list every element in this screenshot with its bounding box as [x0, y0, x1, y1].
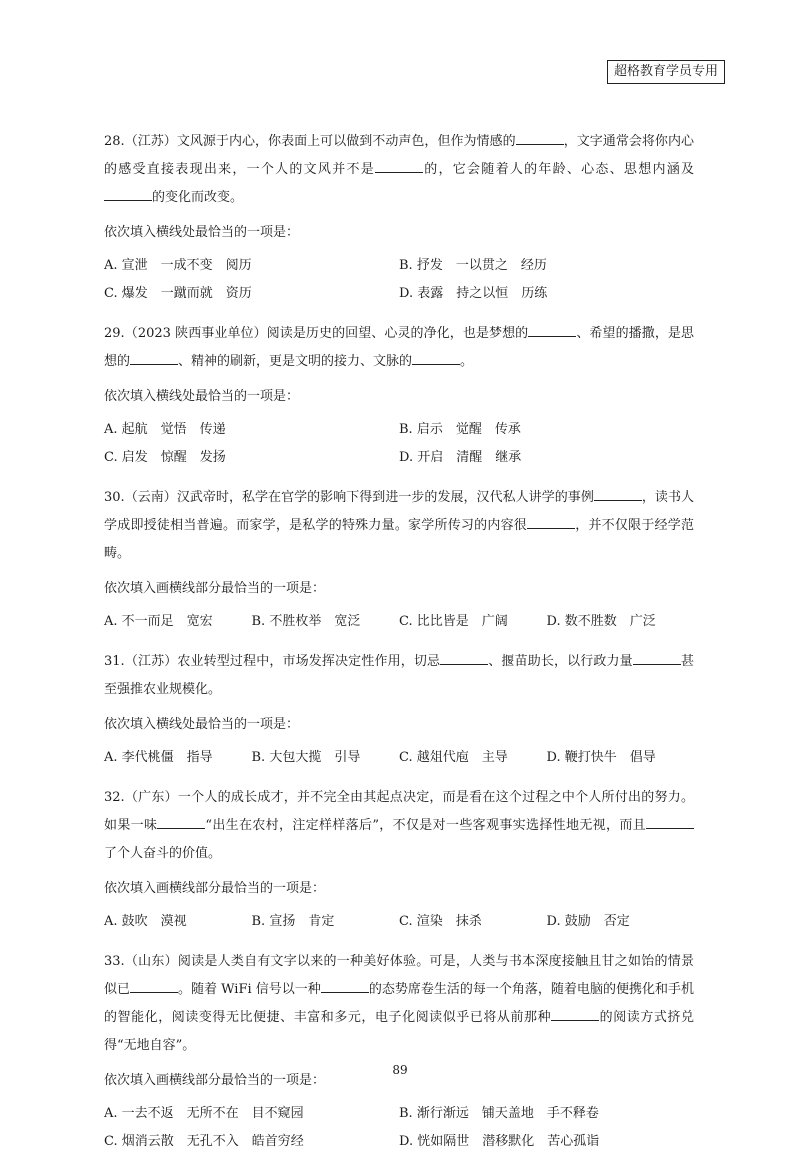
- option-b: B. 不胜枚举 宽泛: [251, 614, 361, 629]
- blank: [646, 814, 694, 829]
- blank: [633, 650, 681, 665]
- question-28: [104, 128, 694, 308]
- question-prompt: 依次填入画横线部分最恰当的一项是：: [104, 1073, 326, 1088]
- header-label: 超格教育学员专用: [607, 60, 725, 84]
- question-stem: 28.（江苏）文风源于内心，你表面上可以做到不动声色，但作为情感的 ，文字通常会将你内心的感受直接表现出来，一个人的文风并不是 的，它会随着人的年龄、心态、思想内涵及的变化而改变。: [104, 128, 694, 212]
- option-c: C. 比比皆是 广阔: [399, 614, 508, 629]
- blank: [440, 650, 488, 665]
- question-prompt: 依次填入横线处最恰当的一项是：: [104, 225, 300, 240]
- option-d: D. 开启 清醒 继承: [399, 450, 522, 465]
- question-stem: 31.（江苏）农业转型过程中，市场发挥决定性作用，切忌 、揠苗助长，以行政力量 甚至强推农业规模化。: [104, 648, 694, 704]
- options: [104, 416, 694, 472]
- option-c: C. 渲染 抹杀: [399, 914, 482, 929]
- options: [104, 608, 694, 636]
- option-a: A. 鼓吹 漠视: [104, 914, 187, 929]
- option-a: A. 不一而足 宽宏: [104, 614, 213, 629]
- blank: [375, 158, 423, 173]
- question-32: [104, 784, 694, 936]
- question-prompt: 依次填入横线处最恰当的一项是：: [104, 389, 300, 404]
- option-a: A. 宣泄 一成不变 阅历: [104, 258, 252, 273]
- question-stem: 29.（2023 陕西事业单位）阅读是历史的回望、心灵的净化，也是梦想的 、希望的播撒，是思想的 、精神的刷新，更是文明的接力、文脉的 。: [104, 320, 694, 376]
- question-stem: 33.（山东）阅读是人类自有文字以来的一种美好体验。可是，人类与书本深度接触且甘之如饴的情景似已 。随着 WiFi 信号以一种 的态势席卷生活的每一个角落，随着电脑的便携化和手机的智能化，阅读变得无比便捷、丰富和多元，电子化阅读似乎已将从前那种 的阅读方式挤兑得“无地自容”。: [104, 954, 694, 1053]
- question-list: [104, 128, 694, 1168]
- blank: [551, 1006, 599, 1021]
- options: [104, 1100, 694, 1156]
- option-c: C. 越俎代庖 主导: [399, 750, 508, 765]
- options: [104, 908, 694, 936]
- blank: [157, 814, 205, 829]
- question-30: [104, 484, 694, 636]
- option-a: A. 李代桃僵 指导: [104, 750, 213, 765]
- option-d: D. 表露 持之以恒 历练: [399, 286, 548, 301]
- option-d: D. 鼓励 否定: [546, 914, 630, 929]
- option-b: B. 大包大揽 引导: [251, 750, 361, 765]
- option-b: B. 宣扬 肯定: [251, 914, 335, 929]
- option-a: A. 起航 觉悟 传递: [104, 422, 226, 437]
- option-b: B. 启示 觉醒 传承: [399, 422, 521, 437]
- blank: [594, 486, 642, 501]
- blank: [528, 322, 576, 337]
- option-b: B. 抒发 一以贯之 经历: [399, 258, 547, 273]
- option-d: D. 数不胜数 广泛: [546, 614, 656, 629]
- options: [104, 744, 694, 772]
- question-31: [104, 648, 694, 772]
- question-prompt: 依次填入画横线部分最恰当的一项是：: [104, 881, 326, 896]
- option-a: A. 一去不返 无所不在 目不窥园: [104, 1106, 304, 1121]
- blank: [412, 350, 460, 365]
- option-c: C. 烟消云散 无孔不入 皓首穷经: [104, 1134, 304, 1149]
- option-c: C. 启发 惊醒 发扬: [104, 450, 226, 465]
- question-prompt: 依次填入画横线部分最恰当的一项是：: [104, 581, 326, 596]
- blank: [104, 186, 152, 201]
- question-stem: 32.（广东）一个人的成长成才，并不完全由其起点决定，而是看在这个过程之中个人所付出的努力。如果一味 “出生在农村，注定样样落后”，不仅是对一些客观事实选择性地无视，而且了个人奋斗的价值。: [104, 790, 694, 861]
- option-d: D. 鞭打快牛 倡导: [546, 750, 656, 765]
- option-b: B. 渐行渐远 铺天盖地 手不释卷: [399, 1106, 599, 1121]
- options: [104, 252, 694, 308]
- blank: [527, 514, 575, 529]
- option-d: D. 恍如隔世 潜移默化 苦心孤诣: [399, 1134, 600, 1149]
- question-29: [104, 320, 694, 472]
- question-stem: 30.（云南）汉武帝时，私学在官学的影响下得到进一步的发展，汉代私人讲学的事例 ，读书人学成即授徒相当普遍。而家学，是私学的特殊力量。家学所传习的内容很 ，并不仅限于经学范畴。: [104, 484, 694, 568]
- blank: [130, 350, 178, 365]
- blank: [516, 130, 564, 145]
- page-number: 89: [392, 1063, 408, 1077]
- blank: [130, 978, 178, 993]
- question-prompt: 依次填入横线处最恰当的一项是：: [104, 717, 300, 732]
- blank: [321, 978, 369, 993]
- question-33: [104, 948, 694, 1156]
- option-c: C. 爆发 一蹴而就 资历: [104, 286, 252, 301]
